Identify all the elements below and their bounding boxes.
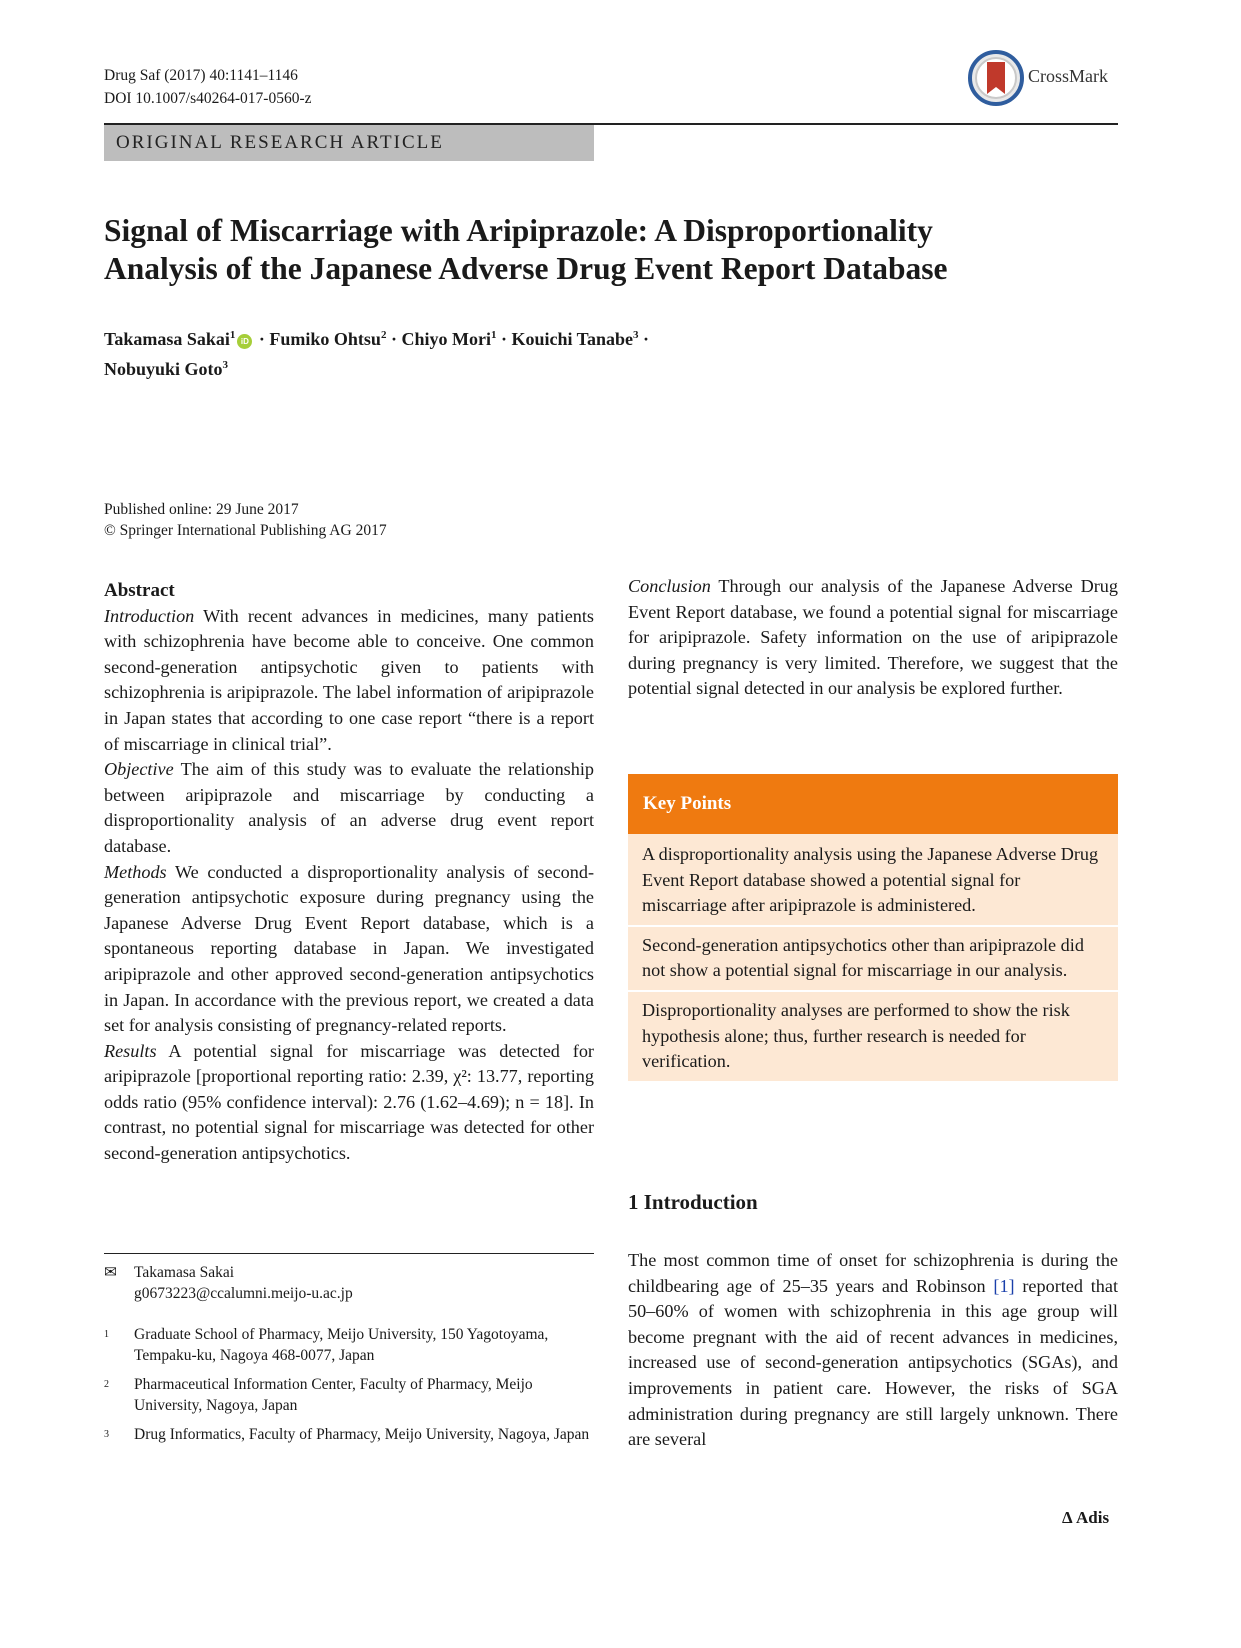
affiliation-2 bbox=[104, 1374, 594, 1416]
crossmark-icon bbox=[968, 50, 1024, 106]
introduction-heading: 1 Introduction bbox=[628, 1190, 758, 1214]
envelope-icon: ✉ bbox=[104, 1264, 117, 1281]
key-point: Second-generation antipsychotics other than aripiprazole did not show a potential signal for miscarriage in our analysis. bbox=[628, 927, 1118, 990]
section-label: Introduction bbox=[104, 605, 195, 626]
affiliation-mark: 2 bbox=[380, 329, 387, 341]
paragraph-text: With recent advances in medicines, many patients with schizophrenia have become able to conceive. One common second-generation antipsychotic given to patients with schizophrenia is aripiprazole. The label information of aripiprazole in Japan states that according to one case report “there is a report of miscarriage in clinical trial”. bbox=[104, 605, 594, 754]
affiliation-number: 2 bbox=[104, 1379, 109, 1390]
author-name[interactable]: Nobuyuki Goto bbox=[104, 359, 223, 379]
author-separator: · bbox=[638, 329, 650, 349]
publication-info bbox=[104, 499, 387, 541]
abstract-methods bbox=[104, 860, 594, 1039]
author-separator: · bbox=[386, 329, 402, 349]
abstract-conclusion bbox=[628, 574, 1118, 702]
affiliation-1 bbox=[104, 1324, 594, 1366]
author-name[interactable]: Chiyo Mori bbox=[401, 329, 491, 349]
paragraph-text: We conducted a disproportionality analysis of second-generation antipsychotic exposure during pregnancy using the Japanese Adverse Drug Event Report database, which is a spontaneous reporting database in Japan. We investigated aripiprazole and other approved second-generation antipsychotics in Japan. In accordance with the previous report, we created a data set for analysis consisting of pregnancy-related reports. bbox=[104, 861, 594, 1036]
affiliation-mark: 3 bbox=[222, 359, 229, 371]
doi[interactable]: DOI 10.1007/s40264-017-0560-z bbox=[104, 90, 312, 107]
author-name[interactable]: Fumiko Ohtsu bbox=[269, 329, 381, 349]
affiliation-mark: 1 bbox=[490, 329, 497, 341]
author-name[interactable]: Kouichi Tanabe bbox=[511, 329, 634, 349]
introduction-paragraph bbox=[628, 1248, 1118, 1453]
author-separator: · bbox=[496, 329, 512, 349]
title-line-1: Signal of Miscarriage with Aripiprazole: A Disproportionality bbox=[104, 213, 933, 248]
section-label: Methods bbox=[104, 861, 167, 882]
corresponding-name: Takamasa Sakai bbox=[134, 1264, 235, 1281]
paragraph-text: The most common time of onset for schizophrenia is during the childbearing age of 25–35 years and Robinson bbox=[628, 1250, 1118, 1296]
abstract-introduction bbox=[104, 604, 594, 758]
section-label: Objective bbox=[104, 759, 174, 780]
key-points-box bbox=[628, 774, 1118, 1081]
abstract-objective bbox=[104, 757, 594, 859]
journal-info bbox=[104, 64, 312, 110]
affiliation-mark: 1 bbox=[229, 329, 236, 341]
key-points-heading: Key Points bbox=[628, 774, 1118, 834]
affiliation-text: Drug Informatics, Faculty of Pharmacy, Meijo University, Nagoya, Japan bbox=[134, 1426, 590, 1443]
article-title bbox=[104, 212, 1118, 288]
abstract-section bbox=[104, 578, 594, 1167]
affiliation-3 bbox=[104, 1424, 594, 1449]
paragraph-text: A potential signal for miscarriage was detected for aripiprazole [proportional reporting ratio: 2.39, χ²: 13.77, reporting odds ratio (95% confidence interval): 2.76 (1.62–4.69); n = 18]. In contrast, no potential signal for miscarriage was detected for other second-generation antipsychotics. bbox=[104, 1040, 594, 1164]
author-list bbox=[104, 322, 864, 382]
key-point: A disproportionality analysis using the Japanese Adverse Drug Event Report database showed a potential signal for miscarriage after aripiprazole is administered. bbox=[628, 834, 1118, 925]
title-line-2: Analysis of the Japanese Adverse Drug Event Report Database bbox=[104, 251, 948, 286]
footnotes bbox=[104, 1262, 594, 1449]
affiliation-text: Graduate School of Pharmacy, Meijo University, 150 Yagotoyama, Tempaku-ku, Nagoya 468-0077, Japan bbox=[134, 1326, 549, 1364]
key-point: Disproportionality analyses are performed to show the risk hypothesis alone; thus, further research is needed for verification. bbox=[628, 992, 1118, 1081]
abstract-results bbox=[104, 1039, 594, 1167]
corresponding-author bbox=[104, 1262, 594, 1304]
affiliation-mark: 3 bbox=[633, 329, 639, 341]
adis-icon: Δ bbox=[1062, 1508, 1072, 1527]
paragraph-text: Through our analysis of the Japanese Adverse Drug Event Report database, we found a potential signal for miscarriage for aripiprazole. Safety information on the use of aripiprazole during pregnancy is very limited. Therefore, we suggest that the potential signal detected in our analysis be explored further. bbox=[628, 576, 1118, 699]
section-label: Conclusion bbox=[628, 576, 711, 596]
orcid-icon[interactable]: iD bbox=[237, 334, 252, 349]
author-separator: · bbox=[254, 329, 270, 349]
corresponding-email[interactable]: g0673223@ccalumni.meijo-u.ac.jp bbox=[134, 1285, 353, 1302]
crossmark-badge[interactable] bbox=[968, 50, 1118, 106]
journal-citation: Drug Saf (2017) 40:1141–1146 bbox=[104, 67, 298, 84]
section-label: Results bbox=[104, 1040, 157, 1061]
author-name[interactable]: Takamasa Sakai bbox=[104, 329, 230, 349]
footnote-rule bbox=[104, 1253, 594, 1254]
article-type-banner: ORIGINAL RESEARCH ARTICLE bbox=[104, 125, 594, 161]
paragraph-text: reported that 50–60% of women with schizophrenia in this age group will become pregnant with the aid of recent advances in medicines, increased use of second-generation antipsychotics (SGAs), and improvements in patient care. However, the risks of SGA administration during pregnancy are still largely unknown. There are several bbox=[628, 1275, 1118, 1450]
crossmark-label: CrossMark bbox=[1028, 66, 1108, 86]
reference-link[interactable]: [1] bbox=[993, 1275, 1015, 1296]
publisher-logo bbox=[1062, 1508, 1109, 1528]
publisher-name: Adis bbox=[1075, 1508, 1110, 1527]
copyright: © Springer International Publishing AG 2017 bbox=[104, 522, 387, 539]
published-date: Published online: 29 June 2017 bbox=[104, 501, 299, 518]
affiliation-number: 1 bbox=[104, 1329, 109, 1340]
paragraph-text: The aim of this study was to evaluate the relationship between aripiprazole and miscarriage by conducting a disproportionality analysis of an adverse drug event report database. bbox=[104, 759, 594, 856]
affiliation-text: Pharmaceutical Information Center, Faculty of Pharmacy, Meijo University, Nagoya, Japan bbox=[134, 1376, 533, 1414]
affiliation-number: 3 bbox=[104, 1429, 109, 1440]
abstract-heading: Abstract bbox=[104, 580, 175, 601]
